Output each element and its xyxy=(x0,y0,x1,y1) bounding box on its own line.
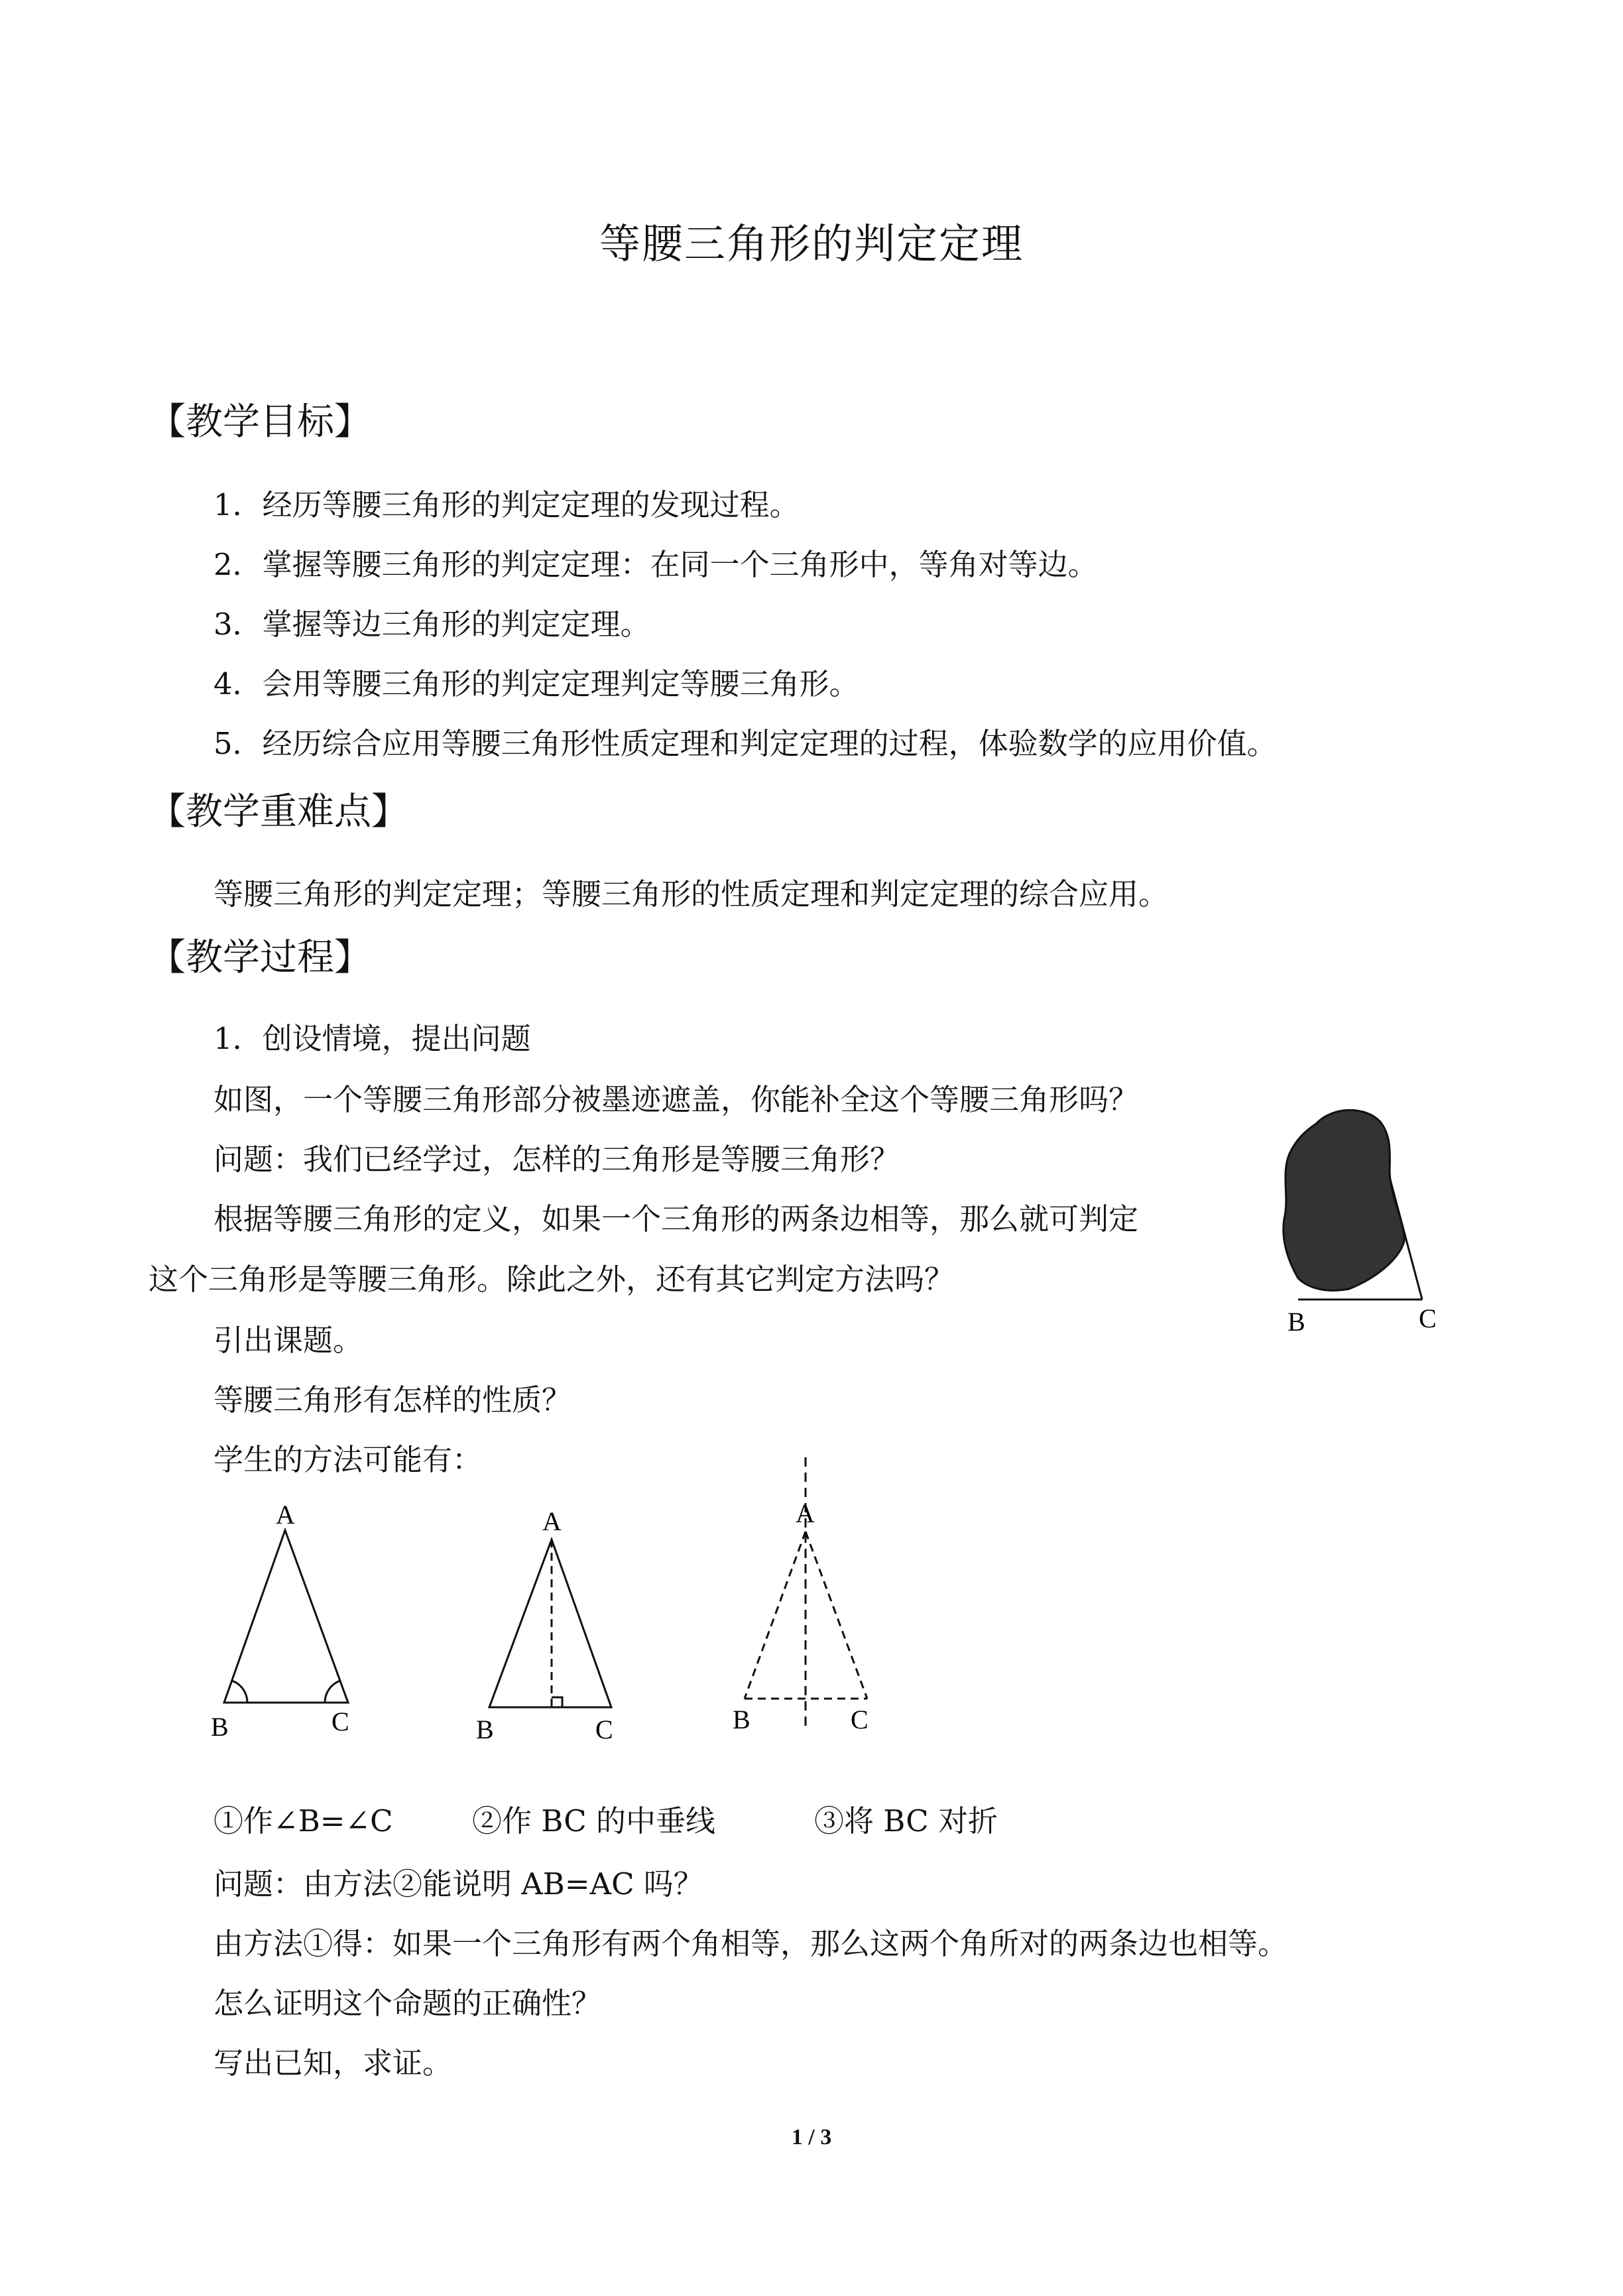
triangle-method-1 xyxy=(211,1500,349,1742)
tri1-point-a-label: A xyxy=(276,1500,295,1530)
tri3-side-ac xyxy=(806,1532,867,1699)
ink-point-c-label: C xyxy=(1419,1303,1437,1333)
process-line-2: 问题：我们已经学过，怎样的三角形是等腰三角形？ xyxy=(213,1142,900,1177)
tri1-outline xyxy=(224,1530,348,1703)
method-1-caption: ①作∠B=∠C xyxy=(213,1803,393,1839)
process-heading: 【教学过程】 xyxy=(149,936,371,979)
goal-item-1: 1．经历等腰三角形的判定定理的发现过程。 xyxy=(213,487,800,522)
ink-triangle-figure xyxy=(1284,1110,1437,1337)
tri3-point-a-label: A xyxy=(796,1498,815,1528)
process-line-8: 由方法①得：如果一个三角形有两个角相等，那么这两个角所对的两条边也相等。 xyxy=(213,1926,1288,1961)
tri3-point-c-label: C xyxy=(851,1705,869,1734)
goal-item-5: 5．经历综合应用等腰三角形性质定理和判定定理的过程，体验数学的应用价值。 xyxy=(213,726,1277,761)
process-line-3a: 根据等腰三角形的定义，如果一个三角形的两条边相等，那么就可判定 xyxy=(213,1201,1139,1237)
goal-item-4: 4．会用等腰三角形的判定定理判定等腰三角形。 xyxy=(213,666,859,701)
process-line-4: 引出课题。 xyxy=(213,1323,363,1358)
tri3-side-ab xyxy=(745,1532,806,1699)
process-line-3b: 这个三角形是等腰三角形。除此之外，还有其它判定方法吗？ xyxy=(149,1262,955,1297)
tri2-outline xyxy=(489,1540,611,1707)
process-line-5: 等腰三角形有怎样的性质？ xyxy=(213,1382,572,1418)
page-number: 1 / 3 xyxy=(791,2125,832,2149)
tri2-point-b-label: B xyxy=(476,1715,494,1744)
process-line-9: 怎么证明这个命题的正确性？ xyxy=(213,1986,602,2021)
goal-item-3: 3．掌握等边三角形的判定定理。 xyxy=(213,607,650,642)
tri2-point-c-label: C xyxy=(595,1715,613,1744)
key-points-text: 等腰三角形的判定定理；等腰三角形的性质定理和判定定理的综合应用。 xyxy=(213,876,1169,912)
tri3-point-b-label: B xyxy=(733,1705,751,1734)
process-step-1: 1．创设情境，提出问题 xyxy=(213,1021,531,1056)
tri1-point-b-label: B xyxy=(211,1712,229,1742)
tri1-angle-c-arc xyxy=(325,1681,340,1703)
ink-point-b-label: B xyxy=(1288,1307,1305,1337)
goals-heading: 【教学目标】 xyxy=(149,400,371,444)
key-points-heading: 【教学重难点】 xyxy=(149,790,408,833)
ink-blot xyxy=(1284,1110,1404,1290)
goal-item-2: 2．掌握等腰三角形的判定定理：在同一个三角形中，等角对等边。 xyxy=(213,547,1098,582)
method-3-caption: ③将 BC 对折 xyxy=(814,1803,998,1839)
tri2-right-angle-mark xyxy=(552,1697,562,1707)
process-line-10: 写出已知，求证。 xyxy=(213,2045,453,2081)
tri1-point-c-label: C xyxy=(331,1707,349,1736)
tri1-angle-b-arc xyxy=(232,1681,247,1703)
process-line-7: 问题：由方法②能说明 AB=AC 吗？ xyxy=(213,1866,703,1902)
process-line-6: 学生的方法可能有： xyxy=(213,1442,483,1477)
process-line-1: 如图，一个等腰三角形部分被墨迹遮盖，你能补全这个等腰三角形吗？ xyxy=(213,1082,1139,1117)
triangle-method-2 xyxy=(476,1506,613,1744)
page-title: 等腰三角形的判定定理 xyxy=(599,219,1024,268)
tri2-point-a-label: A xyxy=(542,1506,562,1536)
triangle-method-3 xyxy=(733,1457,869,1734)
method-2-caption: ②作 BC 的中垂线 xyxy=(472,1803,715,1839)
